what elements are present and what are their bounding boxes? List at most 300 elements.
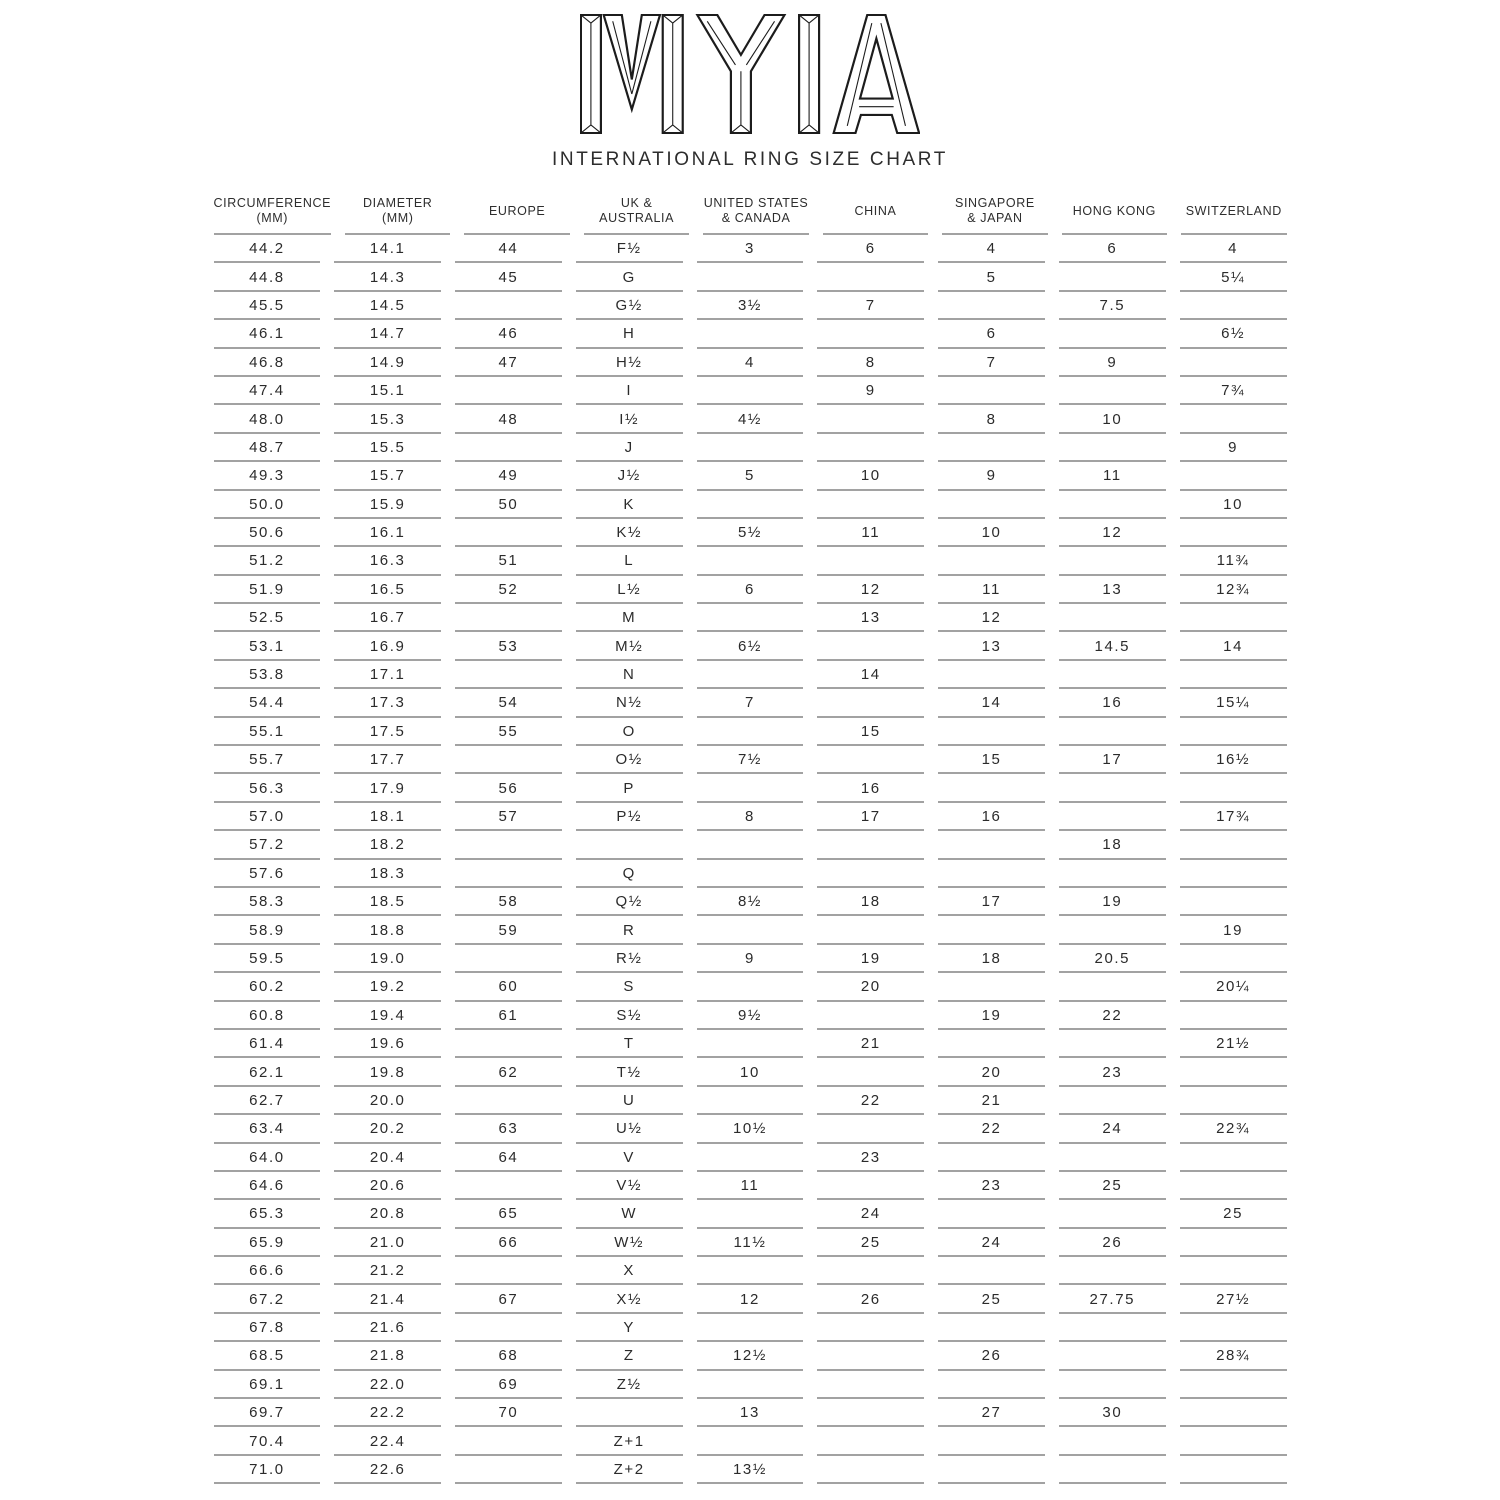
- table-row: [214, 831, 1287, 859]
- table-cell: 3½: [697, 292, 804, 320]
- table-cell: [1180, 1087, 1287, 1115]
- table-cell: 67.2: [214, 1285, 321, 1313]
- table-cell: 20.2: [334, 1115, 441, 1143]
- table-row: [214, 973, 1287, 1001]
- table-cell: [817, 320, 924, 348]
- table-cell: 14.5: [334, 292, 441, 320]
- table-cell: 16½: [1180, 746, 1287, 774]
- table-cell: [1180, 405, 1287, 433]
- table-cell: [455, 945, 562, 973]
- table-cell: [455, 1257, 562, 1285]
- table-cell: P½: [576, 803, 683, 831]
- table-row: [214, 1172, 1287, 1200]
- myia-logo-graphic: [580, 14, 920, 134]
- table-cell: 16.5: [334, 576, 441, 604]
- table-cell: 12: [697, 1285, 804, 1313]
- table-cell: [697, 547, 804, 575]
- table-cell: 62.1: [214, 1058, 321, 1086]
- table-cell: 21.6: [334, 1314, 441, 1342]
- table-cell: [576, 1399, 683, 1427]
- table-cell: [1059, 547, 1166, 575]
- table-cell: [817, 1399, 924, 1427]
- table-row: [214, 632, 1287, 660]
- table-cell: 5: [697, 462, 804, 490]
- table-cell: 9: [697, 945, 804, 973]
- column-header: HONG KONG: [1062, 189, 1167, 235]
- table-cell: H½: [576, 349, 683, 377]
- table-cell: R: [576, 916, 683, 944]
- table-cell: 13: [938, 632, 1045, 660]
- table-cell: M: [576, 604, 683, 632]
- table-cell: 65: [455, 1200, 562, 1228]
- table-cell: [1059, 434, 1166, 462]
- table-cell: 12: [938, 604, 1045, 632]
- table-cell: 63.4: [214, 1115, 321, 1143]
- table-cell: [1059, 803, 1166, 831]
- table-cell: Z: [576, 1342, 683, 1370]
- table-cell: 16: [1059, 689, 1166, 717]
- table-cell: [1059, 1371, 1166, 1399]
- table-row: [214, 718, 1287, 746]
- table-cell: [817, 1115, 924, 1143]
- table-cell: 44: [455, 235, 562, 263]
- table-cell: [455, 746, 562, 774]
- table-cell: 17: [938, 888, 1045, 916]
- column-header: DIAMETER (MM): [345, 189, 450, 235]
- table-cell: 18: [938, 945, 1045, 973]
- table-cell: 13: [1059, 576, 1166, 604]
- table-cell: [697, 661, 804, 689]
- table-cell: [455, 519, 562, 547]
- table-cell: [1059, 1030, 1166, 1058]
- table-cell: 25: [1059, 1172, 1166, 1200]
- table-cell: [938, 1200, 1045, 1228]
- table-row: [214, 916, 1287, 944]
- table-cell: [817, 547, 924, 575]
- table-cell: 48: [455, 405, 562, 433]
- table-row: [214, 519, 1287, 547]
- table-cell: [817, 1371, 924, 1399]
- table-cell: [938, 973, 1045, 1001]
- table-cell: 4: [938, 235, 1045, 263]
- table-cell: [455, 1030, 562, 1058]
- table-cell: 14.1: [334, 235, 441, 263]
- table-cell: [455, 604, 562, 632]
- table-cell: U: [576, 1087, 683, 1115]
- table-cell: 6½: [697, 632, 804, 660]
- table-cell: 14.9: [334, 349, 441, 377]
- table-cell: 20¼: [1180, 973, 1287, 1001]
- table-cell: [938, 1456, 1045, 1484]
- table-cell: 17: [817, 803, 924, 831]
- table-cell: 9: [817, 377, 924, 405]
- table-cell: 9: [1180, 434, 1287, 462]
- table-cell: 17.5: [334, 718, 441, 746]
- table-cell: 12: [817, 576, 924, 604]
- table-cell: 20.6: [334, 1172, 441, 1200]
- column-header: EUROPE: [464, 189, 569, 235]
- table-cell: 69.7: [214, 1399, 321, 1427]
- table-cell: 48.7: [214, 434, 321, 462]
- table-cell: 26: [817, 1285, 924, 1313]
- table-cell: [817, 831, 924, 859]
- table-cell: 8: [938, 405, 1045, 433]
- table-cell: 64.6: [214, 1172, 321, 1200]
- table-cell: I: [576, 377, 683, 405]
- column-header: CIRCUMFERENCE (MM): [214, 189, 332, 235]
- table-cell: [938, 774, 1045, 802]
- table-cell: [455, 377, 562, 405]
- table-cell: [697, 377, 804, 405]
- column-header: SINGAPORE & JAPAN: [942, 189, 1047, 235]
- table-cell: [1180, 1427, 1287, 1455]
- table-cell: Z½: [576, 1371, 683, 1399]
- table-row: [214, 1058, 1287, 1086]
- table-cell: [1180, 831, 1287, 859]
- table-cell: [1059, 1257, 1166, 1285]
- table-cell: 19: [817, 945, 924, 973]
- table-cell: [1059, 1200, 1166, 1228]
- table-cell: [1059, 1427, 1166, 1455]
- page-title: INTERNATIONAL RING SIZE CHART: [552, 149, 948, 170]
- table-cell: 27.75: [1059, 1285, 1166, 1313]
- table-cell: 51.2: [214, 547, 321, 575]
- table-cell: [455, 1456, 562, 1484]
- table-cell: 63: [455, 1115, 562, 1143]
- table-cell: 65.9: [214, 1229, 321, 1257]
- table-row: [214, 1371, 1287, 1399]
- table-cell: 59.5: [214, 945, 321, 973]
- table-cell: 18.8: [334, 916, 441, 944]
- table-cell: 11: [697, 1172, 804, 1200]
- table-cell: 45.5: [214, 292, 321, 320]
- table-cell: 54.4: [214, 689, 321, 717]
- table-cell: [817, 1342, 924, 1370]
- table-cell: T½: [576, 1058, 683, 1086]
- table-cell: 21.4: [334, 1285, 441, 1313]
- table-cell: [697, 263, 804, 291]
- table-cell: [697, 320, 804, 348]
- table-cell: 11½: [697, 1229, 804, 1257]
- table-cell: S½: [576, 1002, 683, 1030]
- table-row: [214, 1285, 1287, 1313]
- table-row: [214, 1087, 1287, 1115]
- table-cell: X½: [576, 1285, 683, 1313]
- table-cell: 21: [938, 1087, 1045, 1115]
- table-row: [214, 1257, 1287, 1285]
- table-cell: 46.1: [214, 320, 321, 348]
- table-cell: [697, 1427, 804, 1455]
- table-cell: [1059, 860, 1166, 888]
- table-cell: [1059, 718, 1166, 746]
- table-cell: O½: [576, 746, 683, 774]
- table-cell: [1180, 888, 1287, 916]
- table-cell: 48.0: [214, 405, 321, 433]
- table-row: [214, 491, 1287, 519]
- table-cell: 15.3: [334, 405, 441, 433]
- table-cell: 15.7: [334, 462, 441, 490]
- table-cell: 68: [455, 1342, 562, 1370]
- table-row: [214, 1030, 1287, 1058]
- table-row: [214, 1002, 1287, 1030]
- table-cell: [1180, 1456, 1287, 1484]
- table-cell: 22: [817, 1087, 924, 1115]
- ring-size-table: [214, 189, 1287, 1484]
- table-cell: 8: [697, 803, 804, 831]
- table-cell: 8½: [697, 888, 804, 916]
- table-cell: 45: [455, 263, 562, 291]
- table-row: [214, 405, 1287, 433]
- table-cell: 13: [697, 1399, 804, 1427]
- table-cell: 22.6: [334, 1456, 441, 1484]
- table-cell: 17.9: [334, 774, 441, 802]
- table-cell: 3: [697, 235, 804, 263]
- table-row: [214, 1427, 1287, 1455]
- table-cell: 61: [455, 1002, 562, 1030]
- table-cell: 25: [817, 1229, 924, 1257]
- table-cell: [697, 1030, 804, 1058]
- table-cell: 10½: [697, 1115, 804, 1143]
- table-cell: [817, 916, 924, 944]
- table-cell: [697, 1257, 804, 1285]
- table-cell: 22: [1059, 1002, 1166, 1030]
- table-cell: [576, 831, 683, 859]
- table-cell: X: [576, 1257, 683, 1285]
- table-cell: 20.4: [334, 1144, 441, 1172]
- table-cell: 65.3: [214, 1200, 321, 1228]
- table-cell: 8: [817, 349, 924, 377]
- table-cell: [697, 1144, 804, 1172]
- table-cell: 4½: [697, 405, 804, 433]
- table-cell: 49: [455, 462, 562, 490]
- table-cell: [817, 1257, 924, 1285]
- table-cell: 70.4: [214, 1427, 321, 1455]
- table-cell: 66.6: [214, 1257, 321, 1285]
- table-cell: 11: [938, 576, 1045, 604]
- table-cell: 14.3: [334, 263, 441, 291]
- table-cell: I½: [576, 405, 683, 433]
- table-cell: F½: [576, 235, 683, 263]
- table-cell: 11: [1059, 462, 1166, 490]
- table-cell: 6: [1059, 235, 1166, 263]
- table-cell: [455, 434, 562, 462]
- table-cell: 4: [697, 349, 804, 377]
- table-cell: 60.2: [214, 973, 321, 1001]
- table-row: [214, 462, 1287, 490]
- table-cell: 15¼: [1180, 689, 1287, 717]
- table-cell: [817, 1002, 924, 1030]
- table-cell: [455, 1314, 562, 1342]
- table-cell: T: [576, 1030, 683, 1058]
- table-cell: [817, 689, 924, 717]
- table-cell: 18: [817, 888, 924, 916]
- table-cell: [938, 491, 1045, 519]
- table-cell: [697, 1371, 804, 1399]
- table-cell: V½: [576, 1172, 683, 1200]
- table-cell: [938, 1314, 1045, 1342]
- table-cell: [817, 1058, 924, 1086]
- table-cell: [1180, 462, 1287, 490]
- table-cell: [1180, 661, 1287, 689]
- table-row: [214, 263, 1287, 291]
- table-cell: [697, 831, 804, 859]
- table-cell: [817, 860, 924, 888]
- table-cell: J½: [576, 462, 683, 490]
- table-cell: 16.7: [334, 604, 441, 632]
- table-row: [214, 746, 1287, 774]
- table-cell: 22¾: [1180, 1115, 1287, 1143]
- table-cell: 53.1: [214, 632, 321, 660]
- table-cell: [455, 831, 562, 859]
- table-cell: 17.1: [334, 661, 441, 689]
- table-cell: 70: [455, 1399, 562, 1427]
- table-cell: 10: [1059, 405, 1166, 433]
- table-cell: 9½: [697, 1002, 804, 1030]
- table-cell: 25: [938, 1285, 1045, 1313]
- table-cell: 56: [455, 774, 562, 802]
- table-cell: 23: [817, 1144, 924, 1172]
- table-cell: 69.1: [214, 1371, 321, 1399]
- table-cell: 7.5: [1059, 292, 1166, 320]
- table-cell: 30: [1059, 1399, 1166, 1427]
- table-cell: [697, 434, 804, 462]
- table-cell: 54: [455, 689, 562, 717]
- table-cell: [817, 632, 924, 660]
- table-cell: 14.5: [1059, 632, 1166, 660]
- table-cell: [1059, 1087, 1166, 1115]
- table-cell: 7¾: [1180, 377, 1287, 405]
- table-row: [214, 689, 1287, 717]
- table-cell: 44.2: [214, 235, 321, 263]
- table-cell: [817, 434, 924, 462]
- table-cell: 44.8: [214, 263, 321, 291]
- table-cell: 25: [1180, 1200, 1287, 1228]
- table-row: [214, 320, 1287, 348]
- table-cell: 20.8: [334, 1200, 441, 1228]
- table-cell: 19: [1059, 888, 1166, 916]
- table-cell: [938, 434, 1045, 462]
- table-row: [214, 661, 1287, 689]
- table-cell: 19.8: [334, 1058, 441, 1086]
- table-cell: [938, 1030, 1045, 1058]
- table-cell: M½: [576, 632, 683, 660]
- table-cell: 67: [455, 1285, 562, 1313]
- table-cell: [455, 860, 562, 888]
- table-cell: 16.9: [334, 632, 441, 660]
- table-cell: 14: [817, 661, 924, 689]
- table-cell: [938, 718, 1045, 746]
- table-cell: R½: [576, 945, 683, 973]
- table-cell: 18.5: [334, 888, 441, 916]
- table-row: [214, 235, 1287, 263]
- table-row: [214, 1399, 1287, 1427]
- table-cell: Q½: [576, 888, 683, 916]
- table-cell: 6: [697, 576, 804, 604]
- table-cell: 18.2: [334, 831, 441, 859]
- table-cell: [1180, 1002, 1287, 1030]
- table-cell: U½: [576, 1115, 683, 1143]
- table-cell: 7½: [697, 746, 804, 774]
- table-cell: 20.0: [334, 1087, 441, 1115]
- table-cell: 23: [938, 1172, 1045, 1200]
- table-cell: 55.1: [214, 718, 321, 746]
- table-cell: S: [576, 973, 683, 1001]
- table-cell: Z+1: [576, 1427, 683, 1455]
- table-cell: 28¾: [1180, 1342, 1287, 1370]
- table-cell: [1059, 377, 1166, 405]
- table-cell: 9: [1059, 349, 1166, 377]
- table-cell: [1180, 1229, 1287, 1257]
- table-cell: [938, 831, 1045, 859]
- table-cell: W: [576, 1200, 683, 1228]
- table-cell: [697, 491, 804, 519]
- table-row: [214, 803, 1287, 831]
- table-cell: 22.4: [334, 1427, 441, 1455]
- table-cell: 15.1: [334, 377, 441, 405]
- table-cell: 19.0: [334, 945, 441, 973]
- table-cell: [697, 774, 804, 802]
- table-cell: 51: [455, 547, 562, 575]
- table-cell: 20: [938, 1058, 1045, 1086]
- table-row: [214, 349, 1287, 377]
- table-cell: 5: [938, 263, 1045, 291]
- table-cell: [817, 491, 924, 519]
- table-row: [214, 604, 1287, 632]
- table-row: [214, 377, 1287, 405]
- table-cell: V: [576, 1144, 683, 1172]
- table-cell: [455, 292, 562, 320]
- table-cell: [817, 1456, 924, 1484]
- table-cell: 10: [1180, 491, 1287, 519]
- table-cell: [1180, 1172, 1287, 1200]
- table-cell: [1059, 661, 1166, 689]
- table-row: [214, 1115, 1287, 1143]
- table-cell: [1180, 1399, 1287, 1427]
- table-cell: [1059, 263, 1166, 291]
- table-cell: [697, 1200, 804, 1228]
- table-cell: K½: [576, 519, 683, 547]
- table-cell: [1180, 1257, 1287, 1285]
- table-cell: 24: [938, 1229, 1045, 1257]
- table-cell: [817, 1172, 924, 1200]
- column-header: UNITED STATES & CANADA: [703, 189, 808, 235]
- table-cell: 60.8: [214, 1002, 321, 1030]
- table-row: [214, 576, 1287, 604]
- table-cell: [1180, 1314, 1287, 1342]
- table-cell: 16: [938, 803, 1045, 831]
- table-cell: 64.0: [214, 1144, 321, 1172]
- table-cell: 68.5: [214, 1342, 321, 1370]
- table-cell: 24: [1059, 1115, 1166, 1143]
- table-row: [214, 888, 1287, 916]
- table-cell: [817, 263, 924, 291]
- table-row: [214, 860, 1287, 888]
- table-cell: [455, 1172, 562, 1200]
- table-cell: [1180, 1058, 1287, 1086]
- table-cell: O: [576, 718, 683, 746]
- table-cell: W½: [576, 1229, 683, 1257]
- table-cell: 10: [817, 462, 924, 490]
- table-cell: 4: [1180, 235, 1287, 263]
- table-cell: [1059, 1144, 1166, 1172]
- table-cell: 50.0: [214, 491, 321, 519]
- table-cell: 46.8: [214, 349, 321, 377]
- table-cell: 18: [1059, 831, 1166, 859]
- table-cell: 20: [817, 973, 924, 1001]
- table-cell: [455, 661, 562, 689]
- table-cell: J: [576, 434, 683, 462]
- table-cell: [1180, 860, 1287, 888]
